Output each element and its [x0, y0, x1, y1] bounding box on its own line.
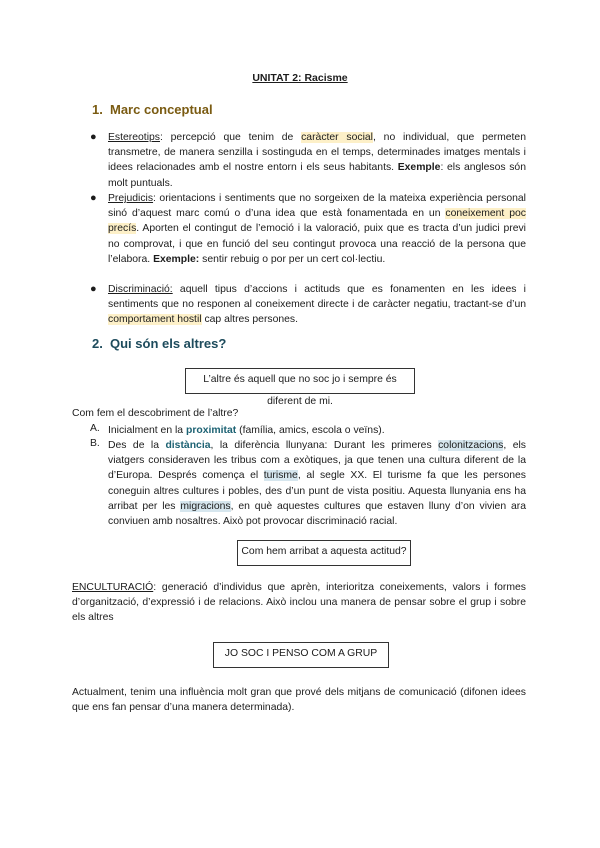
text: Inicialment en la [108, 425, 186, 436]
section-1-heading [92, 102, 213, 117]
example-label: Exemple: [153, 253, 200, 265]
term-estereotips: Estereotips [108, 132, 160, 143]
question-box: Com hem arribat a aquesta actitud? [237, 540, 411, 566]
term-prejudicis: Prejudicis [108, 193, 154, 204]
list-marker-a: A. [90, 423, 100, 434]
bullet-prejudicis [108, 191, 526, 267]
bullet-marker: ● [90, 131, 97, 143]
text: , els viatgers consideraven les tribus com a exòtiques, ja que tenen una cultura diferent de la d’Europa. Després comença el [108, 440, 526, 482]
bullet-estereotips [108, 130, 526, 191]
section-2-heading [92, 336, 226, 351]
keyword-distancia: distància [165, 440, 211, 451]
highlight: migracions [180, 500, 231, 512]
term-discriminacio: Discriminació: [108, 284, 173, 295]
highlight: coneixement poc precís [108, 208, 526, 235]
list-marker-b: B. [90, 438, 100, 449]
section-1-number: 1. [92, 102, 103, 117]
text: . Aporten el contingut de l’emoció i la valoració, puix que es tracta d’un judici previ no comprovat, i que en funció del seu contingut provoca una reacció de la persona que l’elabora. [108, 223, 526, 265]
text: sentir rebuig o por per un cert col·lectiu. [199, 253, 386, 265]
keyword-proximitat: proximitat [185, 425, 237, 436]
highlight: turisme [263, 470, 298, 482]
section-2-title: Qui són els altres? [110, 336, 227, 351]
closing-paragraph: Actualment, tenim una influència molt gran que prové dels mitjans de comunicació (difonen idees que ens fan pensar d’una manera determinada). [72, 687, 526, 714]
highlight: caràcter social [301, 132, 373, 143]
text: : generació d’individus que aprèn, interioritza coneixements, valors i formes d’organització, d’expressió i de relacions. Això inclou una manera de pensar sobre el grup i sobre els altres [72, 582, 526, 624]
text: : els anglesos són molt puntuals. [108, 162, 526, 189]
text: (família, amics, escola o veïns). [236, 425, 385, 436]
text: , la diferència llunyana: Durant les primeres [210, 440, 439, 451]
term-enculturacio: ENCULTURACIÓ [72, 582, 154, 593]
enculturacio-paragraph [72, 580, 526, 626]
bullet-discriminacio [108, 282, 526, 328]
text: cap altres persones. [201, 314, 299, 326]
text: Des de la [108, 440, 166, 451]
list-item-a [108, 423, 526, 438]
bullet-marker: ● [90, 283, 97, 295]
example-label: Exemple [397, 162, 441, 174]
list-item-b [108, 438, 526, 529]
section-1-title: Marc conceptual [110, 102, 213, 117]
document-title: UNITAT 2: Racisme [252, 72, 348, 84]
highlight: comportament hostil [108, 314, 202, 326]
text: aquell tipus d’accions i actituds que es fonamenten en les idees i sentiments que no responen al coneixement directe i de caràcter negatiu, tractant-se d’un [108, 284, 526, 311]
text: , no individual, que permeten transmetre, de manera senzilla i sostinguda en el temps, determinades imatges mentals i idees relacionades amb el nostre entorn i els seus habitants. [108, 132, 526, 174]
highlight: colonitzacions [438, 440, 504, 451]
definition-box: L’altre és aquell que no soc jo i sempre és diferent de mi. [185, 368, 415, 394]
section-2-number: 2. [92, 336, 103, 351]
bullet-marker: ● [90, 192, 97, 204]
text: , en què aquestes cultures que estaven lluny d’on vivien ara conviuen amb nosaltres. Això pot provocar discriminació racial. [108, 500, 526, 528]
question-text: Com fem el descobriment de l’altre? [72, 408, 239, 419]
text: , al segle XX. El turisme fa que les persones coneguin altres cultures i pobles, des d’un punt de vista positiu. Aquesta llunyania ens ha arribat per les [108, 470, 526, 512]
group-box: JO SOC I PENSO COM A GRUP [213, 642, 389, 668]
text: : orientacions i sentiments que no sorgeixen de la mateixa experiència personal sinó d’aquest marc comú o d’una idea que està fonamentada en un [108, 193, 526, 220]
text: : percepció que tenim de [159, 132, 302, 143]
